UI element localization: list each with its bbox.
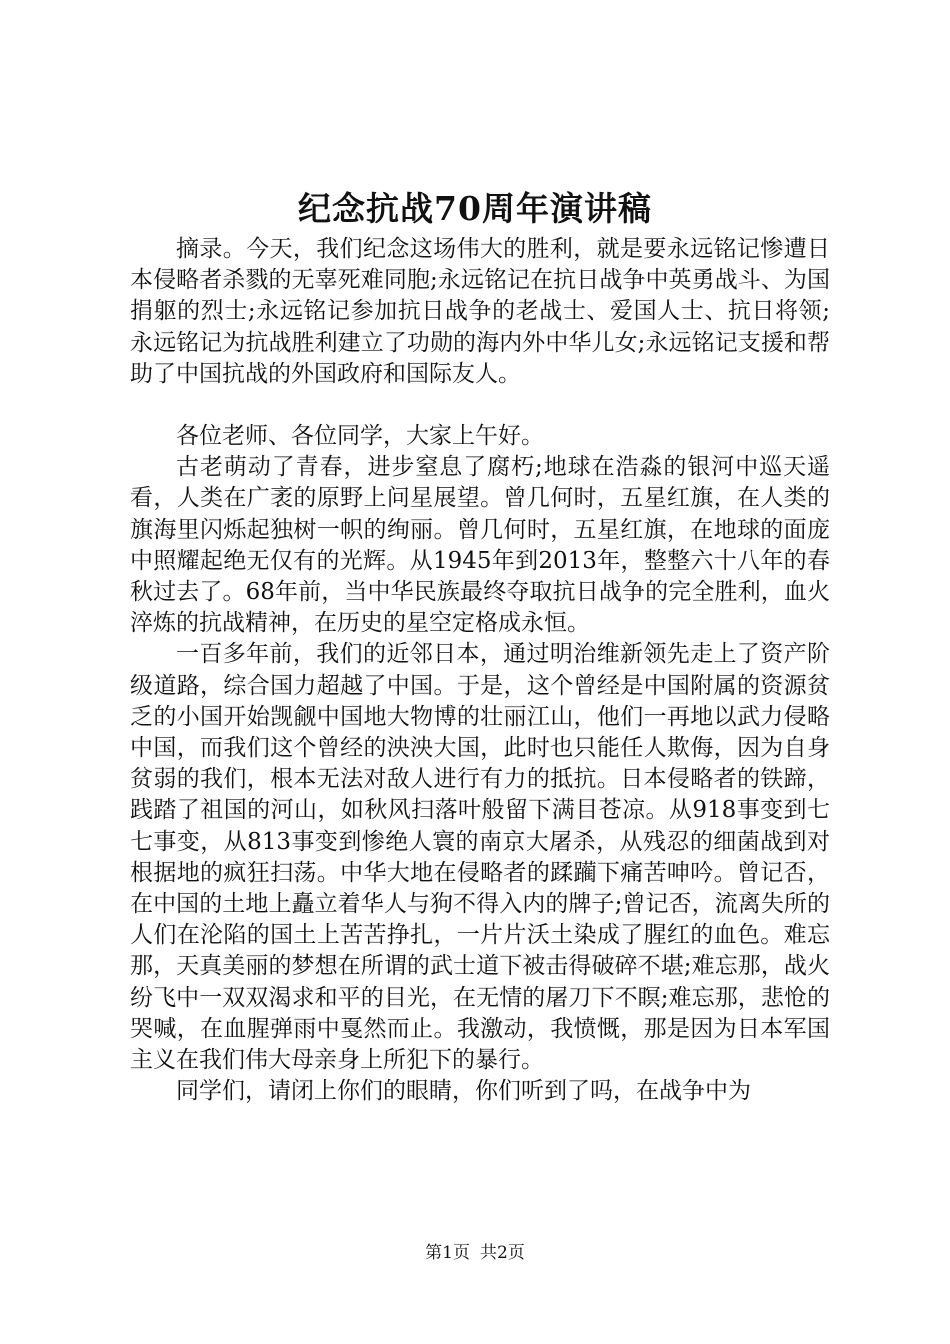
document-title: 纪念抗战70周年演讲稿 xyxy=(298,189,652,228)
page-number: 第1页 xyxy=(425,1243,470,1263)
abstract-paragraph: 摘录。今天，我们纪念这场伟大的胜利，就是要永远铭记惨遭日本侵略者杀戮的无辜死难同胞;永远铭记在抗日战争中英勇战斗、为国捐躯的烈士;永远铭记参加抗日战争的老战士、爱国人士、抗日将领;永远铭记为抗战胜利建立了功勋的海内外中华儿女;永远铭记支援和帮助了中国抗战的外国政府和国际友人。 xyxy=(130,236,830,387)
body-paragraph: 一百多年前，我们的近邻日本，通过明治维新领先走上了资产阶级道路，综合国力超越了中国。于是，这个曾经是中国附属的资源贫乏的小国开始觊觎中国地大物博的壮丽江山，他们一再地以武力侵略中国，而我们这个曾经的泱泱大国，此时也只能任人欺侮，因为自身贫弱的我们，根本无法对敌人进行有力的抵抗。日本侵略者的铁蹄，践踏了祖国的河山，如秋风扫落叶般留下满目苍凉。从918事变到七七事变，从813事变到惨绝人寰的南京大屠杀，从残忍的细菌战到对根据地的疯狂扫荡。中华大地在侵略者的蹂躏下痛苦呻吟。曾记否，在中国的土地上矗立着华人与狗不得入内的牌子;曾记否，流离失所的人们在沦陷的国土上苦苦挣扎，一片片沃土染成了腥红的血色。难忘那，天真美丽的梦想在所谓的武士道下被击得破碎不堪;难忘那，战火纷飞中一双双渴求和平的目光，在无情的屠刀下不瞑;难忘那，悲怆的哭喊，在血腥弹雨中戛然而止。我激动，我愤慨，那是因为日本军国主义在我们伟大母亲身上所犯下的暴行。 xyxy=(130,641,830,1074)
page-total: 共2页 xyxy=(480,1243,525,1263)
greeting-paragraph: 各位老师、各位同学，大家上午好。 xyxy=(176,423,544,450)
page-footer xyxy=(0,1241,950,1265)
body-paragraph: 同学们，请闭上你们的眼睛，你们听到了吗，在战争中为 xyxy=(176,1078,751,1105)
body-paragraph: 古老萌动了青春，进步窒息了腐朽;地球在浩淼的银河中巡天遥看，人类在广袤的原野上问星展望。曾几何时，五星红旗，在人类的旗海里闪烁起独树一帜的绚丽。曾几何时，五星红旗，在地球的面庞中照耀起绝无仅有的光辉。从1945年到2013年，整整六十八年的春秋过去了。68年前，当中华民族最终夺取抗日战争的完全胜利，血火淬炼的抗战精神，在历史的星空定格成永恒。 xyxy=(130,454,830,637)
document-body xyxy=(130,234,830,1107)
